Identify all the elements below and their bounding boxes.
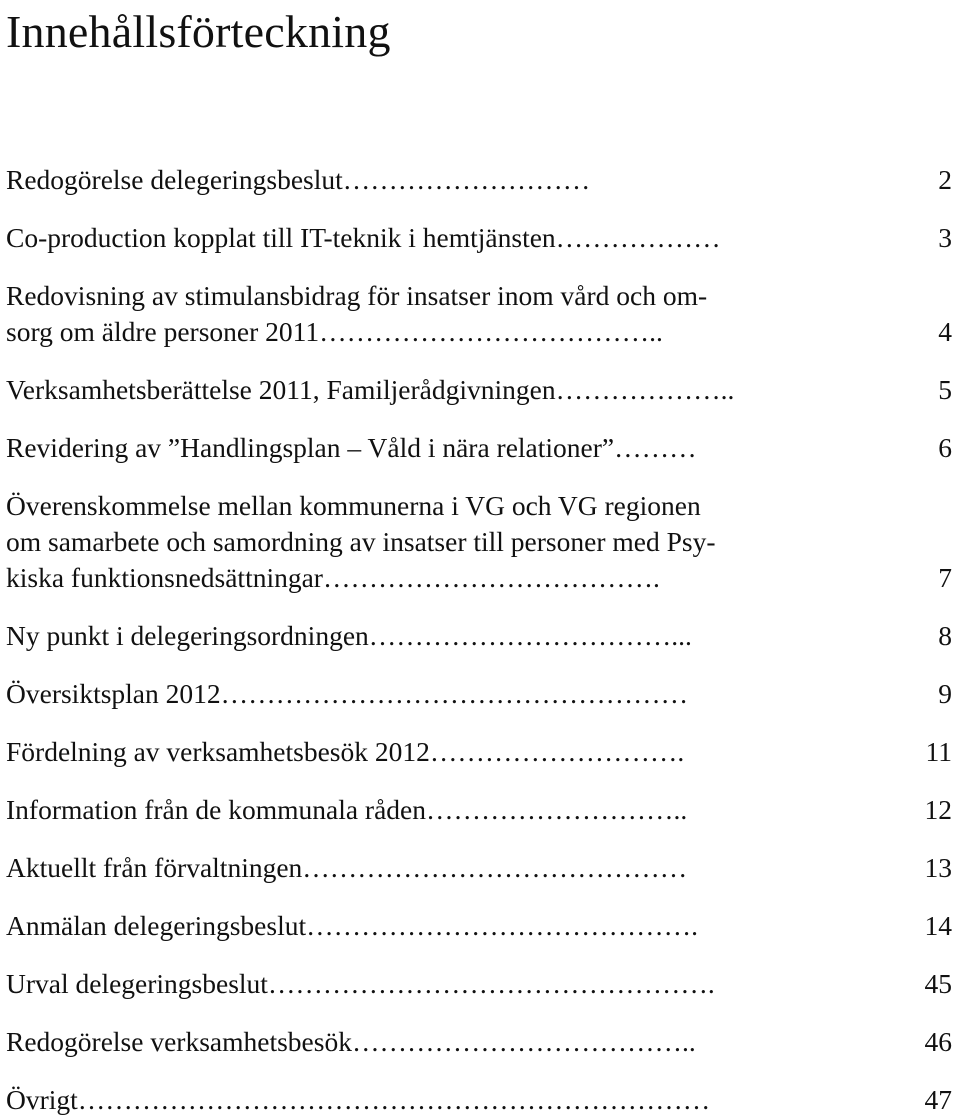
page-title: Innehållsförteckning [6,6,391,57]
toc-entry-text [6,792,911,828]
toc-entry [6,792,952,828]
toc-entry-line: Revidering av ”Handlingsplan – Våld i nära relationer”……… [6,432,697,463]
toc-entry [6,850,952,886]
toc-entry [6,1082,952,1118]
toc-entry-line: sorg om äldre personer 2011……………………………….. [6,316,663,347]
toc-entry-text [6,220,911,256]
toc-entry-text [6,908,911,944]
toc-entry-page: 6 [938,432,952,463]
toc-entry-line: Anmälan delegeringsbeslut……………………………………. [6,910,698,941]
table-of-contents [6,162,952,1118]
toc-entry-line: Redovisning av stimulansbidrag för insatser inom vård och om- [6,280,708,311]
toc-entry [6,278,952,350]
toc-entry-text [6,850,911,886]
toc-entry-line: Överenskommelse mellan kommunerna i VG och VG regionen [6,490,701,521]
toc-entry [6,430,952,466]
toc-entry-line: Övrigt…………………………………………………………… [6,1084,711,1115]
toc-entry-text [6,676,911,712]
toc-entry-page: 7 [938,562,952,593]
toc-entry [6,1024,952,1060]
toc-entry [6,220,952,256]
toc-entry-page: 14 [924,910,952,941]
toc-entry-text [6,372,911,408]
toc-entry-page: 2 [938,164,952,195]
toc-entry [6,734,952,770]
toc-entry [6,372,952,408]
toc-entry [6,618,952,654]
toc-entry-text [6,966,911,1002]
toc-entry-page: 45 [924,968,952,999]
toc-entry [6,488,952,596]
toc-entry-text [6,1024,911,1060]
toc-entry [6,966,952,1002]
toc-entry-page: 47 [924,1084,952,1115]
toc-entry-text [6,430,911,466]
toc-entry-text [6,488,911,596]
toc-entry-page: 9 [938,678,952,709]
toc-entry-text [6,618,911,654]
toc-entry [6,676,952,712]
toc-entry-line: Redogörelse verksamhetsbesök……………………………….. [6,1026,696,1057]
toc-entry-line: Co-production kopplat till IT-teknik i hemtjänsten……………… [6,222,721,253]
toc-entry-line: Fördelning av verksamhetsbesök 2012………………………. [6,736,685,767]
toc-entry-page: 3 [938,222,952,253]
toc-entry-page: 11 [925,736,952,767]
toc-entry-page: 4 [938,316,952,347]
toc-entry-line: Ny punkt i delegeringsordningen……………………………... [6,620,692,651]
toc-entry [6,908,952,944]
toc-entry-line: Information från de kommunala råden……………………….. [6,794,688,825]
toc-entry-text [6,278,911,350]
toc-entry-page: 5 [938,374,952,405]
toc-entry-line: om samarbete och samordning av insatser till personer med Psy- [6,526,716,557]
toc-entry-page: 13 [924,852,952,883]
toc-entry [6,162,952,198]
toc-entry-line: Aktuellt från förvaltningen…………………………………… [6,852,688,883]
toc-entry-line: Verksamhetsberättelse 2011, Familjerådgivningen……………….. [6,374,735,405]
toc-entry-text [6,734,911,770]
toc-entry-line: kiska funktionsnedsättningar………………………………. [6,562,660,593]
toc-entry-text [6,1082,911,1118]
toc-entry-line: Översiktsplan 2012…………………………………………… [6,678,689,709]
toc-entry-page: 12 [924,794,952,825]
toc-entry-line: Urval delegeringsbeslut…………………………………………. [6,968,715,999]
toc-entry-page: 46 [924,1026,952,1057]
toc-entry-text [6,162,911,198]
toc-entry-page: 8 [938,620,952,651]
toc-entry-line: Redogörelse delegeringsbeslut……………………… [6,164,591,195]
